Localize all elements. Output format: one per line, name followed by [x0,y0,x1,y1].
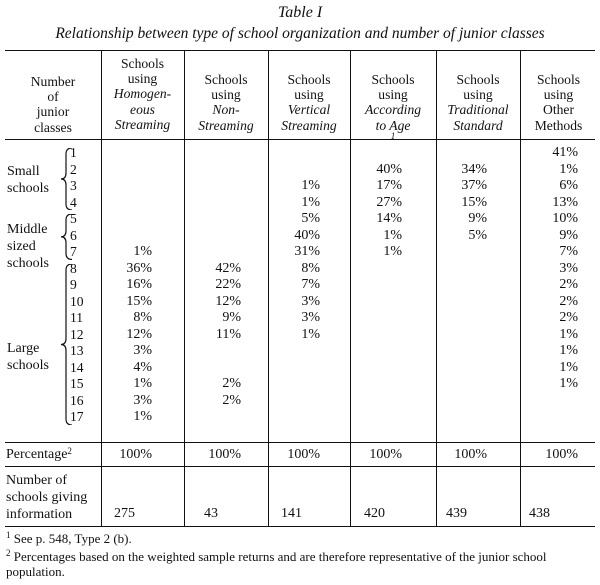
class-number: 16 [70,392,84,408]
schools-count-cell: 275 [114,506,135,521]
table-cell: 14% [376,211,402,226]
table-cell: 3% [133,392,152,408]
class-number: 4 [70,194,77,210]
table-cell: 27% [376,194,402,210]
table-cell: 8% [133,310,152,325]
group-label: Middle sized schools [7,222,49,271]
class-number: 8 [70,260,77,276]
footnote-1: $^1$ See p. 548, Type 2 (b). [6,530,132,546]
table-cell: 1% [559,326,578,342]
table-cell: 2% [222,376,241,391]
table-cell: 9% [468,211,487,226]
table-cell: 2% [559,310,578,325]
column-header-4: Schools using According to Age 1 [364,72,422,141]
table-cell: 1% [383,244,402,259]
table-cell: 12% [126,326,152,342]
group-label: Small schools [7,164,49,196]
table-cell: 15% [126,293,152,309]
table-cell: 7% [301,277,320,292]
table-cell: 1% [301,178,320,193]
table-cell: 1% [559,161,578,177]
table-cell: 22% [215,277,241,292]
table-cell: 41% [552,145,578,160]
table-cell: 3% [559,260,578,276]
table-cell: 5% [301,211,320,226]
top-rule [5,50,595,51]
table-cell: 8% [301,260,320,276]
table-cell: 3% [301,293,320,309]
column-header-2: Schools using Non- Streaming [198,72,254,133]
table-cell: 16% [126,277,152,292]
footnote-2: $^2$ Percentages based on the weighted sample returns and are therefore representative of the junior school population. [6,548,547,579]
table-cell: 11% [215,326,241,342]
table-cell: 37% [461,178,487,193]
class-number: 5 [70,211,77,226]
table-title: Table I [277,4,323,21]
table-cell: 6% [559,178,578,193]
stub-header: Number of junior classes [30,74,76,135]
table-cell: 2% [559,293,578,309]
table-cell: 1% [133,409,152,424]
table-cell: 9% [222,310,241,325]
schools-count-cell: 439 [446,506,467,521]
table-cell: 13% [552,194,578,210]
column-header-5: Schools using Traditional Standard [447,72,509,133]
table-cell: 5% [468,227,487,243]
schools-count-cell: 43 [204,506,218,521]
class-number: 12 [70,326,84,342]
table-cell: 1% [133,376,152,391]
table-cell: 1% [383,227,402,243]
table-cell: 4% [133,359,152,375]
class-number: 7 [70,244,77,259]
bottom-rule [5,526,595,527]
schools-count-cell: 438 [529,506,550,521]
column-header-1: Schools using Homogen- eous Streaming [113,56,172,132]
percentage-cell: 100% [287,447,320,462]
table-cell: 3% [301,310,320,325]
table-cell: 1% [559,376,578,391]
body-rule [5,442,595,443]
schools-label: Number of schools giving information [6,473,88,522]
class-number: 3 [70,178,77,193]
class-number: 17 [70,409,84,424]
table-cell: 1% [559,359,578,375]
table-cell: 12% [215,293,241,309]
table-cell: 1% [133,244,152,259]
table-cell: 2% [222,392,241,408]
class-number: 1 [70,145,77,160]
schools-count-cell: 420 [364,506,385,521]
table-cell: 2% [559,277,578,292]
table-cell: 1% [301,326,320,342]
percentage-cell: 100% [545,447,578,462]
table-subtitle: Relationship between type of school organization and number of junior classes [55,25,545,42]
table-cell: 31% [294,244,320,259]
table-cell: 10% [552,211,578,226]
table-cell: 36% [126,260,152,276]
class-number: 2 [70,161,77,177]
header-rule [5,139,595,140]
table-cell: 1% [559,343,578,358]
percentage-cell: 100% [369,447,402,462]
class-number: 15 [70,376,84,391]
class-number: 11 [70,310,84,325]
table-cell: 7% [559,244,578,259]
group-label: Large schools [7,341,49,373]
percentage-cell: 100% [208,447,241,462]
class-number: 10 [70,293,84,309]
table-cell: 15% [461,194,487,210]
column-header-3: Schools using Vertical Streaming [281,72,337,133]
percentage-cell: 100% [454,447,487,462]
class-number: 14 [70,359,84,375]
class-number: 6 [70,227,77,243]
column-header-6: Schools using Other Methods [534,72,583,133]
class-number: 9 [70,277,77,292]
table-cell: 40% [294,227,320,243]
schools-count-cell: 141 [281,506,302,521]
table-cell: 3% [133,343,152,358]
class-number: 13 [70,343,84,358]
percentage-rule [5,466,595,467]
percentage-cell: 100% [119,447,152,462]
table-cell: 34% [461,161,487,177]
table-cell: 17% [376,178,402,193]
table-cell: 1% [301,194,320,210]
table-cell: 9% [559,227,578,243]
table-cell: 42% [215,260,241,276]
percentage-label: Percentage$^2$ [6,446,72,462]
table-cell: 40% [376,161,402,177]
